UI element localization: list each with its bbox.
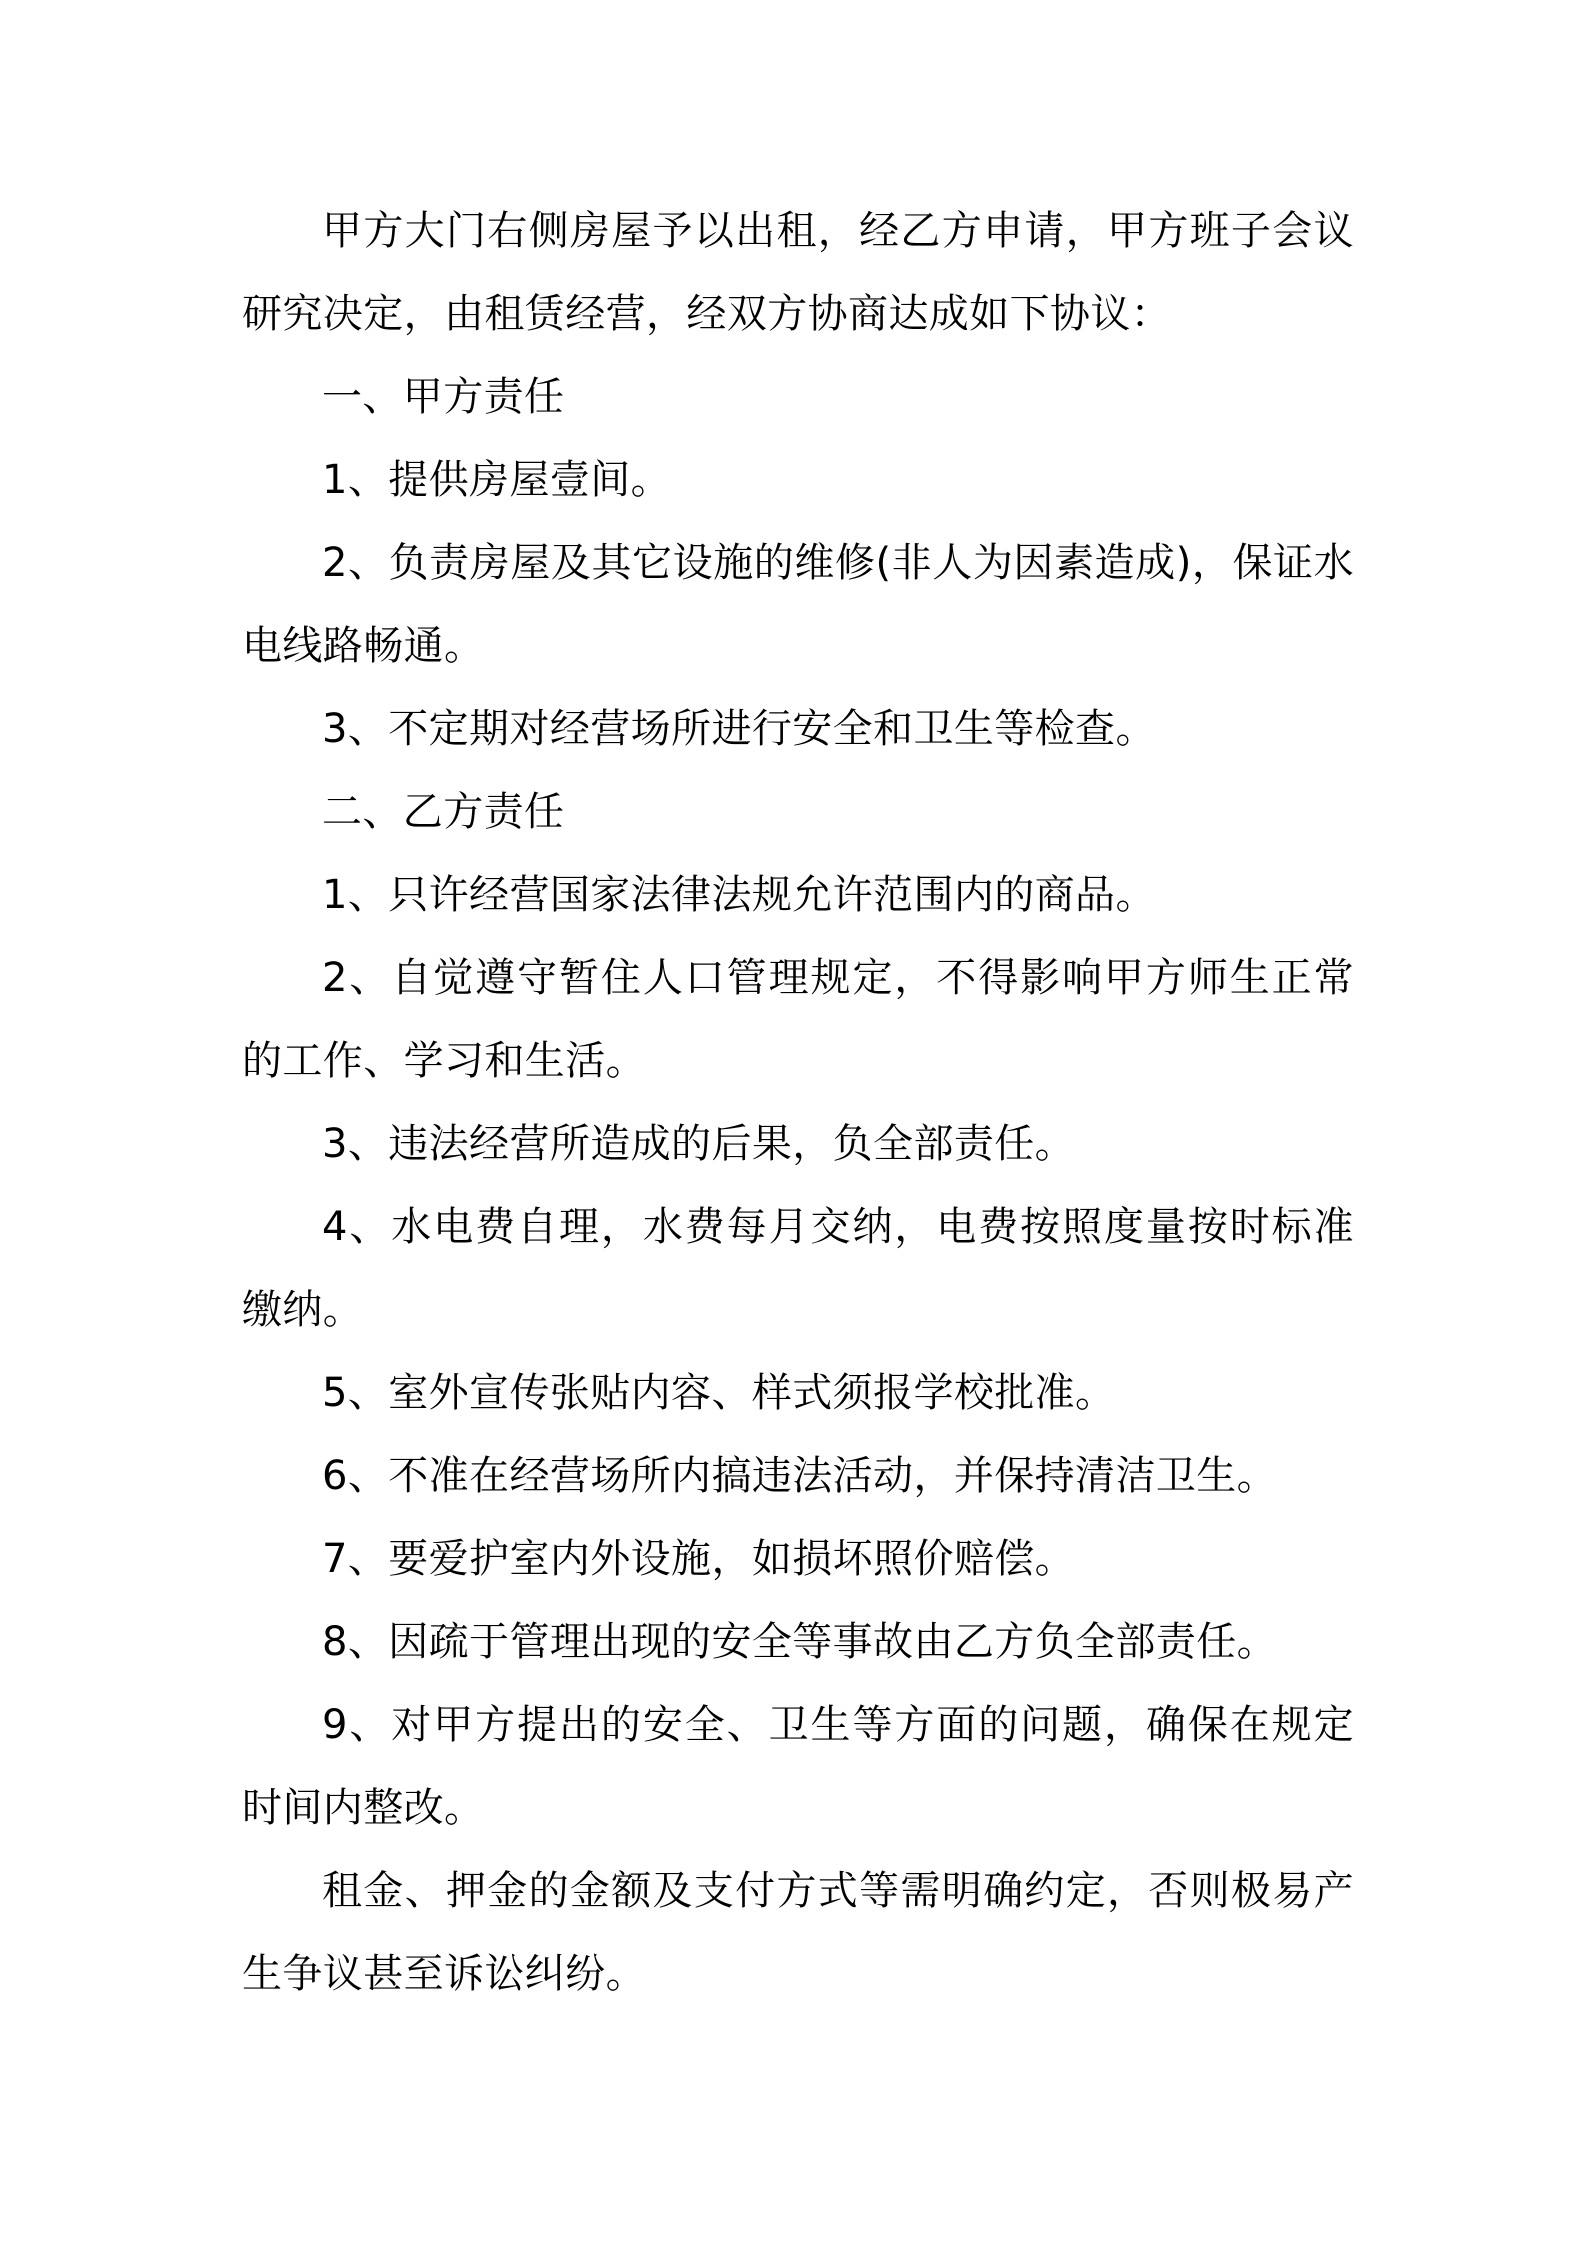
section-heading-party-a: 一、甲方责任 (322, 374, 565, 420)
closing-note: 租金、押金的金额及支付方式等需明确约定，否则极易产生争议甚至诉讼纠纷。 (242, 1868, 1354, 1997)
party-b-item-5: 5、室外宣传张贴内容、样式须报学校批准。 (322, 1370, 1116, 1416)
party-b-item-7: 7、要爱护室内外设施，如损坏照价赔偿。 (322, 1536, 1076, 1582)
party-b-item-4: 4、水电费自理，水费每月交纳，电费按照度量按时标准缴纳。 (242, 1204, 1354, 1333)
party-b-item-6: 6、不准在经营场所内搞违法活动，并保持清洁卫生。 (322, 1453, 1278, 1499)
party-a-item-2: 2、负责房屋及其它设施的维修(非人为因素造成)，保证水电线路畅通。 (242, 540, 1354, 669)
party-a-item-3: 3、不定期对经营场所进行安全和卫生等检查。 (322, 706, 1156, 752)
section-heading-party-b: 二、乙方责任 (322, 789, 565, 835)
party-b-item-8: 8、因疏于管理出现的安全等事故由乙方负全部责任。 (322, 1619, 1278, 1665)
party-b-item-2: 2、自觉遵守暂住人口管理规定，不得影响甲方师生正常的工作、学习和生活。 (242, 955, 1354, 1084)
party-b-item-9: 9、对甲方提出的安全、卫生等方面的问题，确保在规定时间内整改。 (242, 1702, 1354, 1831)
party-b-item-3: 3、违法经营所造成的后果，负全部责任。 (322, 1121, 1076, 1167)
party-a-item-1: 1、提供房屋壹间。 (322, 457, 672, 503)
document-page (242, 190, 1354, 2016)
intro-paragraph: 甲方大门右侧房屋予以出租，经乙方申请，甲方班子会议研究决定，由租赁经营，经双方协商达成如下协议： (242, 208, 1354, 337)
party-b-item-1: 1、只许经营国家法律法规允许范围内的商品。 (322, 872, 1156, 918)
